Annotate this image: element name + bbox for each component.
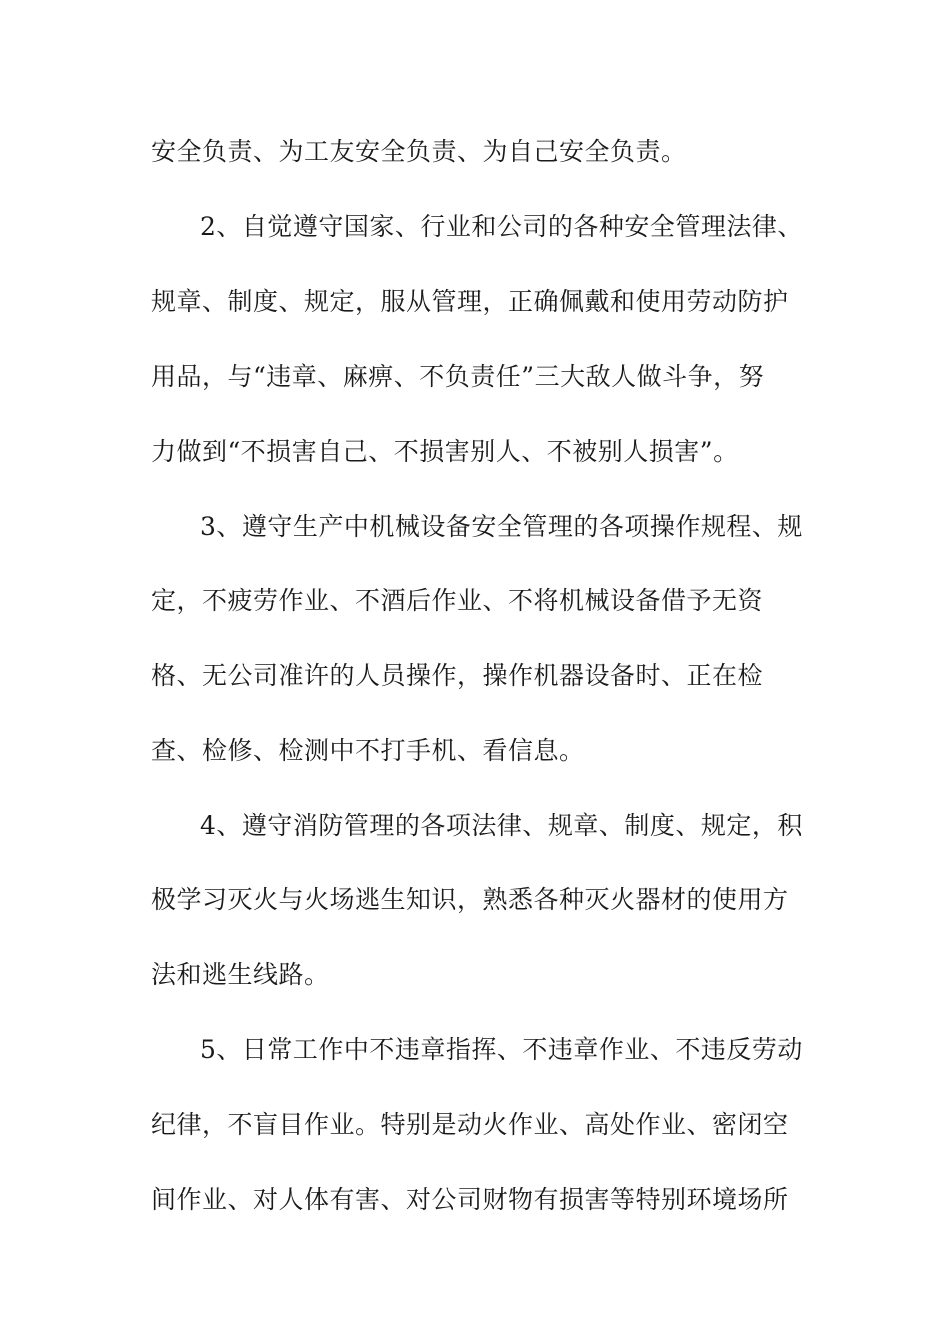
- paragraph-line: 间作业、对人体有害、对公司财物有损害等特别环境场所: [151, 1185, 789, 1214]
- paragraph-line: 规章、制度、规定，服从管理，正确佩戴和使用劳动防护: [151, 287, 789, 316]
- paragraph-line: 3、遵守生产中机械设备安全管理的各项操作规程、规: [200, 512, 803, 541]
- paragraph-line: 2、自觉遵守国家、行业和公司的各种安全管理法律、: [200, 212, 803, 241]
- paragraph-line: 安全负责、为工友安全负责、为自己安全负责。: [151, 137, 687, 166]
- paragraph-line: 定，不疲劳作业、不酒后作业、不将机械设备借予无资: [151, 586, 764, 615]
- paragraph-line: 格、无公司准许的人员操作，操作机器设备时、正在检: [151, 661, 764, 690]
- paragraph-line: 用品，与“违章、麻痹、不负责任”三大敌人做斗争，努: [151, 362, 765, 391]
- paragraph-line: 极学习灭火与火场逃生知识，熟悉各种灭火器材的使用方: [151, 885, 789, 914]
- paragraph-line: 4、遵守消防管理的各项法律、规章、制度、规定，积: [200, 811, 803, 840]
- paragraph-line: 力做到“不损害自己、不损害别人、不被别人损害”。: [151, 437, 739, 466]
- paragraph-line: 法和逃生线路。: [151, 960, 330, 989]
- paragraph-line: 5、日常工作中不违章指挥、不违章作业、不违反劳动: [200, 1035, 803, 1064]
- paragraph-line: 查、检修、检测中不打手机、看信息。: [151, 736, 585, 765]
- paragraph-line: 纪律，不盲目作业。特别是动火作业、高处作业、密闭空: [151, 1110, 789, 1139]
